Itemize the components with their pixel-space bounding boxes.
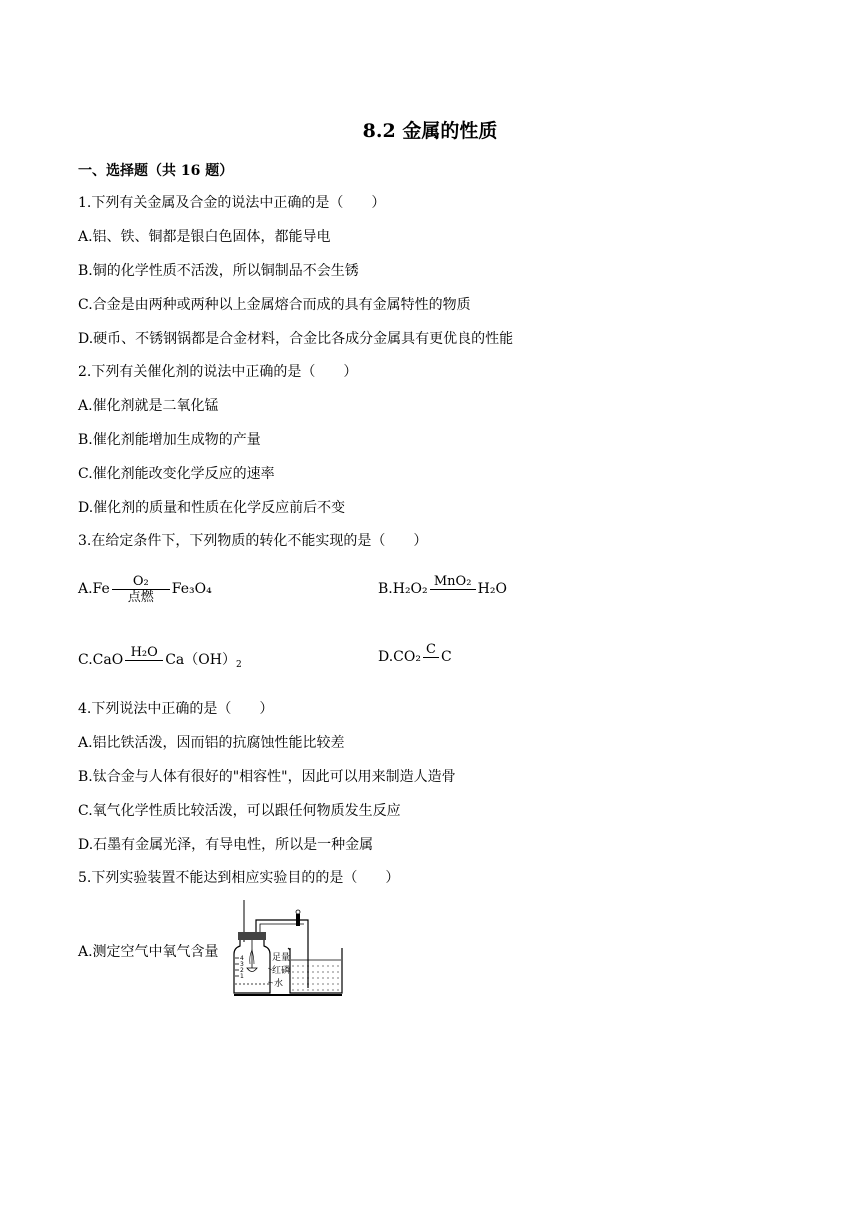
reaction-condition: 点燃 <box>127 589 154 605</box>
reaction-condition: H₂O <box>130 644 158 660</box>
question-1-option-a: A.铝、铁、铜都是银白色固体，都能导电 <box>78 229 331 245</box>
page-title: 8.2 金属的性质 <box>362 120 498 142</box>
question-1-stem: 1.下列有关金属及合金的说法中正确的是（ ） <box>78 195 386 211</box>
product-subscript: 2 <box>235 660 242 670</box>
beaker <box>290 948 342 993</box>
question-4-option-b: B.钛合金与人体有很好的"相容性"，因此可以用来制造人造骨 <box>78 769 456 785</box>
product: C <box>440 649 452 665</box>
question-3-option-b <box>378 573 507 597</box>
product: Fe₃O₄ <box>171 581 212 597</box>
question-1-option-c: C.合金是由两种或两种以上金属熔合而成的具有金属特性的物质 <box>78 297 471 313</box>
reaction-arrow <box>125 644 163 661</box>
question-3-option-a <box>78 573 212 605</box>
figure-label-red-phosphorus: 红磷 <box>272 966 291 976</box>
reaction-condition: MnO₂ <box>433 573 472 589</box>
figure-label-phosphorus-amount: 足量 <box>272 953 291 963</box>
question-4-option-d: D.石墨有金属光泽，有导电性，所以是一种金属 <box>78 837 374 853</box>
scale-label: 2 <box>240 967 244 974</box>
question-3-stem: 3.在给定条件下，下列物质的转化不能实现的是（ ） <box>78 533 428 549</box>
reaction-condition: O₂ <box>132 573 149 589</box>
bottle-stopper <box>238 932 266 940</box>
question-2-option-c: C.催化剂能改变化学反应的速率 <box>78 466 275 482</box>
beaker-water <box>292 966 340 990</box>
scale-label: 3 <box>240 961 244 968</box>
reactant: C.CaO <box>78 652 124 668</box>
question-3-option-c <box>78 644 242 670</box>
scale-label: 4 <box>240 955 244 962</box>
reactant: A.Fe <box>78 581 110 597</box>
question-4-stem: 4.下列说法中正确的是（ ） <box>78 701 274 717</box>
question-4-option-c: C.氧气化学性质比较活泼，可以跟任何物质发生反应 <box>78 803 401 819</box>
reactant: B.H₂O₂ <box>378 581 428 597</box>
question-1-option-b: B.铜的化学性质不活泼，所以铜制品不会生锈 <box>78 263 359 279</box>
reaction-arrow <box>112 573 170 605</box>
question-5-option-a: A.测定空气中氧气含量 <box>78 944 219 960</box>
scale-label: 1 <box>240 973 244 980</box>
question-1-option-d: D.硬币、不锈钢锅都是合金材料，合金比各成分金属具有更优良的性能 <box>78 331 514 347</box>
question-2-option-a: A.催化剂就是二氧化锰 <box>78 398 219 414</box>
reaction-arrow <box>423 641 439 658</box>
question-2-option-b: B.催化剂能增加生成物的产量 <box>78 432 261 448</box>
figure-label-water: 水 <box>274 979 284 989</box>
tube-clamp <box>296 914 300 926</box>
reactant: D.CO₂ <box>378 649 421 665</box>
question-5-stem: 5.下列实验装置不能达到相应实验目的的是（ ） <box>78 870 400 886</box>
question-2-stem: 2.下列有关催化剂的说法中正确的是（ ） <box>78 364 358 380</box>
reaction-condition: C <box>426 641 436 657</box>
combustion-spoon <box>247 968 257 972</box>
product: H₂O <box>477 581 507 597</box>
reaction-arrow <box>430 573 476 590</box>
oxygen-measurement-apparatus-figure <box>230 898 346 1000</box>
question-4-option-a: A.铝比铁活泼，因而铝的抗腐蚀性能比较差 <box>78 735 345 751</box>
question-3-option-d <box>378 641 452 665</box>
section-heading: 一、选择题（共 16 题） <box>78 163 234 179</box>
question-2-option-d: D.催化剂的质量和性质在化学反应前后不变 <box>78 500 346 516</box>
product: Ca（OH） <box>165 652 236 668</box>
